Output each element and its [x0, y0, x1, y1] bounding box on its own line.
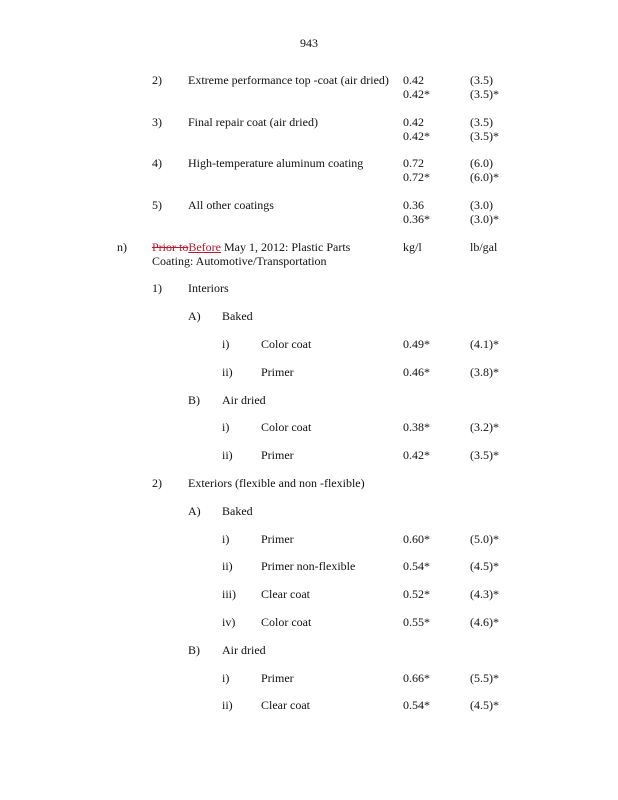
lb-value: (4.6)* — [470, 615, 499, 629]
item-label: Color coat — [261, 337, 312, 351]
section-title-rest: May 1, 2012: Plastic Parts — [221, 240, 351, 254]
section-title — [152, 240, 350, 254]
item-number: i) — [222, 337, 230, 351]
unit-lb-header: lb/gal — [470, 240, 498, 254]
lb-value: (6.0) — [470, 156, 493, 170]
kg-value: 0.60* — [403, 532, 430, 546]
kg-value: 0.46* — [403, 365, 430, 379]
item-number: iv) — [222, 615, 236, 629]
item-number: i) — [222, 671, 230, 685]
lb-value-star: (3.5)* — [470, 129, 499, 143]
item-number: ii) — [222, 698, 233, 712]
item-number: i) — [222, 420, 230, 434]
kg-value-star: 0.36* — [403, 212, 430, 226]
item-label: Clear coat — [261, 698, 310, 712]
kg-value: 0.38* — [403, 420, 430, 434]
item-label: Exteriors (flexible and non -flexible) — [188, 476, 365, 490]
kg-value-star: 0.72* — [403, 170, 430, 184]
kg-value: 0.66* — [403, 671, 430, 685]
lb-value: (4.1)* — [470, 337, 499, 351]
section-title-line2: Coating: Automotive/Transportation — [152, 254, 327, 268]
kg-value: 0.54* — [403, 698, 430, 712]
page-number: 943 — [300, 36, 318, 50]
inserted-text: Before — [188, 240, 221, 254]
lb-value: (3.5)* — [470, 448, 499, 462]
kg-value: 0.42* — [403, 448, 430, 462]
item-label: Color coat — [261, 615, 312, 629]
subsection-letter: A) — [188, 309, 201, 323]
kg-value: 0.52* — [403, 587, 430, 601]
subsection-label: Air dried — [222, 393, 266, 407]
kg-value-star: 0.42* — [403, 129, 430, 143]
deleted-text: Prior to — [152, 240, 189, 254]
subsection-label: Air dried — [222, 643, 266, 657]
lb-value: (3.8)* — [470, 365, 499, 379]
subsection-letter: B) — [188, 393, 200, 407]
item-label: Color coat — [261, 420, 312, 434]
lb-value-star: (3.5)* — [470, 87, 499, 101]
section-letter: n) — [117, 240, 127, 254]
item-number: 5) — [152, 198, 162, 212]
kg-value: 0.36 — [403, 198, 424, 212]
item-label: High-temperature aluminum coating — [188, 156, 364, 170]
kg-value: 0.72 — [403, 156, 424, 170]
subsection-letter: A) — [188, 504, 201, 518]
lb-value: (4.5)* — [470, 559, 499, 573]
subsection-letter: B) — [188, 643, 200, 657]
item-number: ii) — [222, 448, 233, 462]
kg-value: 0.55* — [403, 615, 430, 629]
item-number: 2) — [152, 73, 162, 87]
kg-value: 0.42 — [403, 73, 424, 87]
lb-value: (3.2)* — [470, 420, 499, 434]
lb-value: (3.0) — [470, 198, 493, 212]
lb-value: (5.0)* — [470, 532, 499, 546]
lb-value-star: (3.0)* — [470, 212, 499, 226]
item-label: Clear coat — [261, 587, 310, 601]
lb-value: (3.5) — [470, 115, 493, 129]
kg-value: 0.42 — [403, 115, 424, 129]
item-number: ii) — [222, 365, 233, 379]
subsection-label: Baked — [222, 504, 253, 518]
lb-value-star: (6.0)* — [470, 170, 499, 184]
item-label: Primer non-flexible — [261, 559, 356, 573]
lb-value: (5.5)* — [470, 671, 499, 685]
kg-value-star: 0.42* — [403, 87, 430, 101]
item-label: Primer — [261, 671, 294, 685]
item-number: ii) — [222, 559, 233, 573]
item-number: iii) — [222, 587, 236, 601]
item-label: Extreme performance top -coat (air dried) — [188, 73, 389, 87]
item-number: i) — [222, 532, 230, 546]
item-label: All other coatings — [188, 198, 274, 212]
subsection-label: Baked — [222, 309, 253, 323]
lb-value: (3.5) — [470, 73, 493, 87]
item-label: Primer — [261, 448, 294, 462]
kg-value: 0.49* — [403, 337, 430, 351]
item-label: Primer — [261, 365, 294, 379]
item-number: 3) — [152, 115, 162, 129]
unit-kg-header: kg/l — [403, 240, 422, 254]
lb-value: (4.5)* — [470, 698, 499, 712]
kg-value: 0.54* — [403, 559, 430, 573]
lb-value: (4.3)* — [470, 587, 499, 601]
item-label: Interiors — [188, 281, 229, 295]
item-number: 2) — [152, 476, 162, 490]
item-number: 4) — [152, 156, 162, 170]
item-number: 1) — [152, 281, 162, 295]
item-label: Primer — [261, 532, 294, 546]
item-label: Final repair coat (air dried) — [188, 115, 318, 129]
